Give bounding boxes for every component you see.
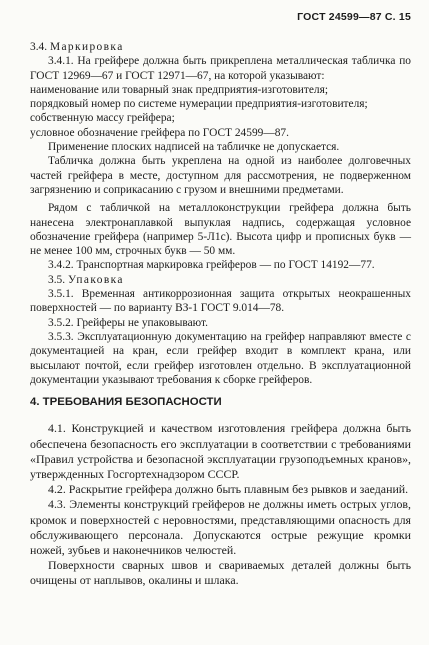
list-item: порядковый номер по системе нумерации предприятия-изготовителя; — [30, 98, 368, 111]
list-item: собственную массу грейфера; — [30, 112, 175, 125]
paragraph-inscription: Рядом с табличкой на металлоконструкции грейфера должна быть нанесена электронаплавкой выпуклая надпись, содержащая условное обозначение грейфера (например 5-Л1с). Высота цифр и прописных букв — не менее 100 мм, строчных букв — 50 мм. — [30, 202, 411, 258]
paragraph-3-4-1: 3.4.1. На грейфере должна быть прикреплена металлическая табличка по ГОСТ 12969—67 и ГОСТ 12971—67, на которой указывают: — [30, 55, 411, 82]
document-body — [30, 40, 411, 589]
paragraph-4-1: 4.1. Конструкцией и качеством изготовления грейфера должна быть обеспечена безопасность его эксплуатации в соответствии с требованиями «Правил устройства и безопасной эксплуатации грузоподъемных кранов», утвержденных Госгортехнадзором СССР. — [30, 421, 411, 482]
paragraph-3-4-2: 3.4.2. Транспортная маркировка грейферов — по ГОСТ 14192—77. — [48, 259, 375, 272]
section-number: 3.4. — [30, 41, 48, 53]
paragraph-flat-labels: Применение плоских надписей на табличке не допускается. — [48, 141, 340, 154]
paragraph-3-5-3: 3.5.3. Эксплуатационную документацию на грейфер направляют вместе с документацией на кран, если грейфер входит в комплект крана, или высылают почтой, если грейфер изготовлен отдельно. В эксплуатационной документации указывают требования к сборке грейферов. — [30, 330, 411, 386]
paragraph-plate: Табличка должна быть укреплена на одной из наиболее долговечных частей грейфера в месте, доступном для рассмотрения, не подверженном загрязнению и соприкасанию с грузом и внешними предметами. — [30, 155, 411, 196]
section-title: Маркировка — [49, 41, 124, 53]
list-item: наименование или товарный знак предприятия-изготовителя; — [30, 83, 329, 96]
paragraph-3-5-1: 3.5.1. Временная антикоррозионная защита открытых неокрашенных поверхностей — по варианту ВЗ-1 ГОСТ 9.014—78. — [30, 288, 411, 315]
list-item: условное обозначение грейфера по ГОСТ 24599—87. — [30, 126, 289, 139]
paragraph-welds: Поверхности сварных швов и свариваемых деталей должны быть очищены от наплывов, окалины и шлака. — [30, 558, 411, 588]
section-heading-3-5 — [30, 273, 411, 287]
section-4-title: 4. ТРЕБОВАНИЯ БЕЗОПАСНОСТИ — [30, 396, 222, 409]
section-number: 3.5. — [48, 273, 66, 286]
section-title: Упаковка — [67, 273, 124, 286]
paragraph-3-5-2: 3.5.2. Грейферы не упаковывают. — [48, 316, 208, 329]
section-heading-3-4 — [30, 40, 411, 54]
paragraph-4-3: 4.3. Элементы конструкций грейферов не должны иметь острых углов, кромок и поверхностей с неровностями, представляющими опасность для обслуживающего персонала. Допускаются острые режущие кромки ножей, зубьев и наконечников челюстей. — [30, 497, 411, 558]
section-4-body — [30, 421, 411, 588]
paragraph-4-2: 4.2. Раскрытие грейфера должно быть плавным без рывков и заеданий. — [48, 482, 409, 497]
page-header: ГОСТ 24599—87 С. 15 — [297, 11, 411, 23]
